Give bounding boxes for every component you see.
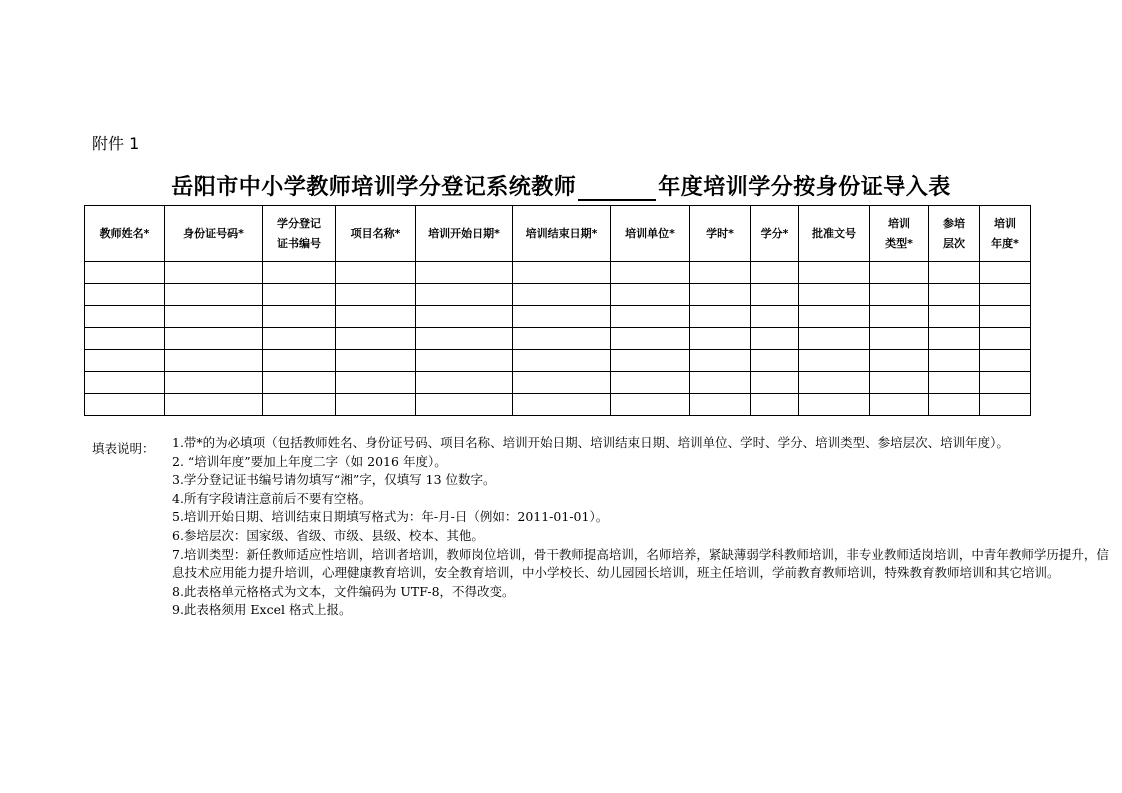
table-cell[interactable] [751, 284, 799, 306]
table-cell[interactable] [799, 306, 870, 328]
table-cell[interactable] [929, 394, 980, 416]
table-cell[interactable] [611, 306, 690, 328]
table-cell[interactable] [799, 350, 870, 372]
column-header-line1: 批准文号 [812, 226, 856, 240]
column-header [980, 206, 1031, 262]
table-cell[interactable] [513, 394, 611, 416]
table-cell[interactable] [165, 262, 263, 284]
column-header [513, 206, 611, 262]
table-cell[interactable] [165, 284, 263, 306]
table-cell[interactable] [870, 394, 929, 416]
table-cell[interactable] [980, 328, 1031, 350]
note-item: 3.学分登记证书编号请勿填写“湘”字，仅填写 13 位数字。 [172, 472, 496, 488]
column-header-line1: 学时* [706, 226, 734, 240]
column-header-line2: 年度* [991, 236, 1019, 250]
table-cell[interactable] [751, 394, 799, 416]
table-cell[interactable] [263, 328, 336, 350]
page-title [0, 170, 1122, 201]
column-header-line1: 学分登记 [277, 216, 321, 230]
column-header [263, 206, 336, 262]
table-cell[interactable] [416, 306, 513, 328]
note-item: 5.培训开始日期、培训结束日期填写格式为：年-月-日（例如：2011-01-01）。 [172, 509, 609, 525]
table-cell[interactable] [690, 372, 751, 394]
table-cell[interactable] [799, 284, 870, 306]
table-cell[interactable] [870, 372, 929, 394]
header-row [85, 206, 1031, 262]
table-cell[interactable] [870, 262, 929, 284]
table-cell[interactable] [336, 262, 416, 284]
table-cell[interactable] [929, 262, 980, 284]
column-header-line1: 项目名称* [350, 226, 401, 240]
table-cell[interactable] [85, 350, 165, 372]
table-cell[interactable] [799, 394, 870, 416]
year-blank [578, 177, 656, 201]
table-cell[interactable] [929, 328, 980, 350]
table-cell[interactable] [263, 394, 336, 416]
table-cell[interactable] [980, 394, 1031, 416]
column-header [870, 206, 929, 262]
table-cell[interactable] [263, 306, 336, 328]
table-cell[interactable] [611, 284, 690, 306]
column-header-line1: 培训 [994, 216, 1016, 230]
column-header [611, 206, 690, 262]
column-header-line1: 培训开始日期* [428, 226, 500, 240]
table-body [85, 262, 1031, 416]
column-header [929, 206, 980, 262]
table-cell[interactable] [870, 306, 929, 328]
table-cell[interactable] [165, 394, 263, 416]
table-cell[interactable] [165, 372, 263, 394]
title-prefix: 岳阳市中小学教师培训学分登记系统教师 [171, 174, 577, 200]
table-cell[interactable] [263, 262, 336, 284]
column-header-line2: 类型* [885, 236, 913, 250]
table-cell[interactable] [690, 350, 751, 372]
column-header-line1: 学分* [760, 226, 789, 240]
table-cell[interactable] [263, 350, 336, 372]
column-header [799, 206, 870, 262]
table-cell[interactable] [85, 284, 165, 306]
table-cell[interactable] [870, 284, 929, 306]
table-cell[interactable] [690, 262, 751, 284]
table-cell[interactable] [416, 262, 513, 284]
table-cell[interactable] [336, 350, 416, 372]
table-cell[interactable] [416, 350, 513, 372]
note-item: 6.参培层次：国家级、省级、市级、县级、校本、其他。 [172, 527, 484, 543]
table-cell[interactable] [929, 372, 980, 394]
table-cell[interactable] [513, 262, 611, 284]
table-cell[interactable] [513, 306, 611, 328]
note-item: 2. “培训年度”要加上年度二字（如 2016 年度）。 [172, 453, 447, 469]
column-header-line1: 教师姓名* [99, 226, 150, 240]
table-row [85, 262, 1031, 284]
table-cell[interactable] [690, 328, 751, 350]
table-cell[interactable] [85, 328, 165, 350]
column-header-line1: 培训单位* [625, 226, 675, 240]
column-header-line2: 层次 [943, 236, 965, 250]
table-cell[interactable] [611, 262, 690, 284]
table-cell[interactable] [416, 328, 513, 350]
table-row [85, 394, 1031, 416]
table-cell[interactable] [513, 328, 611, 350]
table-cell[interactable] [611, 328, 690, 350]
notes-label: 填表说明： [92, 441, 155, 456]
table-cell[interactable] [929, 350, 980, 372]
table-cell[interactable] [85, 394, 165, 416]
attachment-label: 附件 1 [92, 134, 140, 153]
table-cell[interactable] [336, 306, 416, 328]
table-cell[interactable] [513, 284, 611, 306]
table-cell[interactable] [929, 284, 980, 306]
table-cell[interactable] [751, 372, 799, 394]
table-row [85, 306, 1031, 328]
table-cell[interactable] [85, 306, 165, 328]
table-cell[interactable] [870, 350, 929, 372]
column-header-line1: 培训结束日期* [525, 226, 598, 240]
table-cell[interactable] [416, 394, 513, 416]
table-cell[interactable] [416, 372, 513, 394]
table-cell[interactable] [611, 350, 690, 372]
table-cell[interactable] [690, 284, 751, 306]
table-cell[interactable] [85, 372, 165, 394]
table-cell[interactable] [513, 350, 611, 372]
notes-list [172, 434, 1118, 620]
table-cell[interactable] [751, 350, 799, 372]
table-cell[interactable] [263, 372, 336, 394]
note-item: 9.此表格须用 Excel 格式上报。 [172, 602, 352, 618]
column-header [416, 206, 513, 262]
table-cell[interactable] [336, 372, 416, 394]
table-cell[interactable] [513, 372, 611, 394]
table-cell[interactable] [980, 306, 1031, 328]
table-cell[interactable] [751, 306, 799, 328]
table-cell[interactable] [799, 262, 870, 284]
note-item: 1.带*的为必填项（包括教师姓名、身份证号码、项目名称、培训开始日期、培训结束日期、培训单位、学时、学分、培训类型、参培层次、培训年度）。 [172, 435, 1009, 450]
column-header-line1: 培训 [888, 216, 910, 230]
column-header [690, 206, 751, 262]
table-cell[interactable] [165, 350, 263, 372]
table-cell[interactable] [611, 372, 690, 394]
note-item: 7.培训类型：新任教师适应性培训，培训者培训，教师岗位培训，骨干教师提高培训，名师培养，紧缺薄弱学科教师培训，非专业教师适岗培训，中青年教师学历提升，信息技术应用能力提升培训，心理健康教育培训，安全教育培训，中小学校长、幼儿园园长培训，班主任培训，学前教育教师培训，特殊教育教师培训和其它培训。 [172, 546, 1109, 581]
column-header [751, 206, 799, 262]
table-cell[interactable] [980, 284, 1031, 306]
table-row [85, 328, 1031, 350]
column-header [336, 206, 416, 262]
column-header [85, 206, 165, 262]
table-cell[interactable] [336, 284, 416, 306]
table-cell[interactable] [263, 284, 336, 306]
table-cell[interactable] [416, 284, 513, 306]
table-cell[interactable] [751, 262, 799, 284]
table-cell[interactable] [85, 262, 165, 284]
table-cell[interactable] [611, 394, 690, 416]
table-row [85, 372, 1031, 394]
table-cell[interactable] [165, 306, 263, 328]
table-cell[interactable] [980, 372, 1031, 394]
note-item: 4.所有字段请注意前后不要有空格。 [172, 490, 372, 506]
table-cell[interactable] [751, 328, 799, 350]
table-cell[interactable] [165, 328, 263, 350]
column-header-line1: 身份证号码* [183, 226, 244, 240]
table-cell[interactable] [336, 328, 416, 350]
title-suffix: 年度培训学分按身份证导入表 [658, 174, 951, 200]
table-cell[interactable] [336, 394, 416, 416]
table-cell[interactable] [799, 328, 870, 350]
table-cell[interactable] [690, 306, 751, 328]
column-header-line2: 证书编号 [277, 236, 321, 250]
table-row [85, 284, 1031, 306]
table-cell[interactable] [980, 350, 1031, 372]
table-cell[interactable] [929, 306, 980, 328]
column-header [165, 206, 263, 262]
note-item: 8.此表格单元格格式为文本，文件编码为 UTF-8，不得改变。 [172, 583, 515, 599]
table-cell[interactable] [799, 372, 870, 394]
import-table [84, 205, 1031, 416]
table-row [85, 350, 1031, 372]
table-cell[interactable] [980, 262, 1031, 284]
table-cell[interactable] [870, 328, 929, 350]
table-cell[interactable] [690, 394, 751, 416]
column-header-line1: 参培 [943, 216, 965, 230]
